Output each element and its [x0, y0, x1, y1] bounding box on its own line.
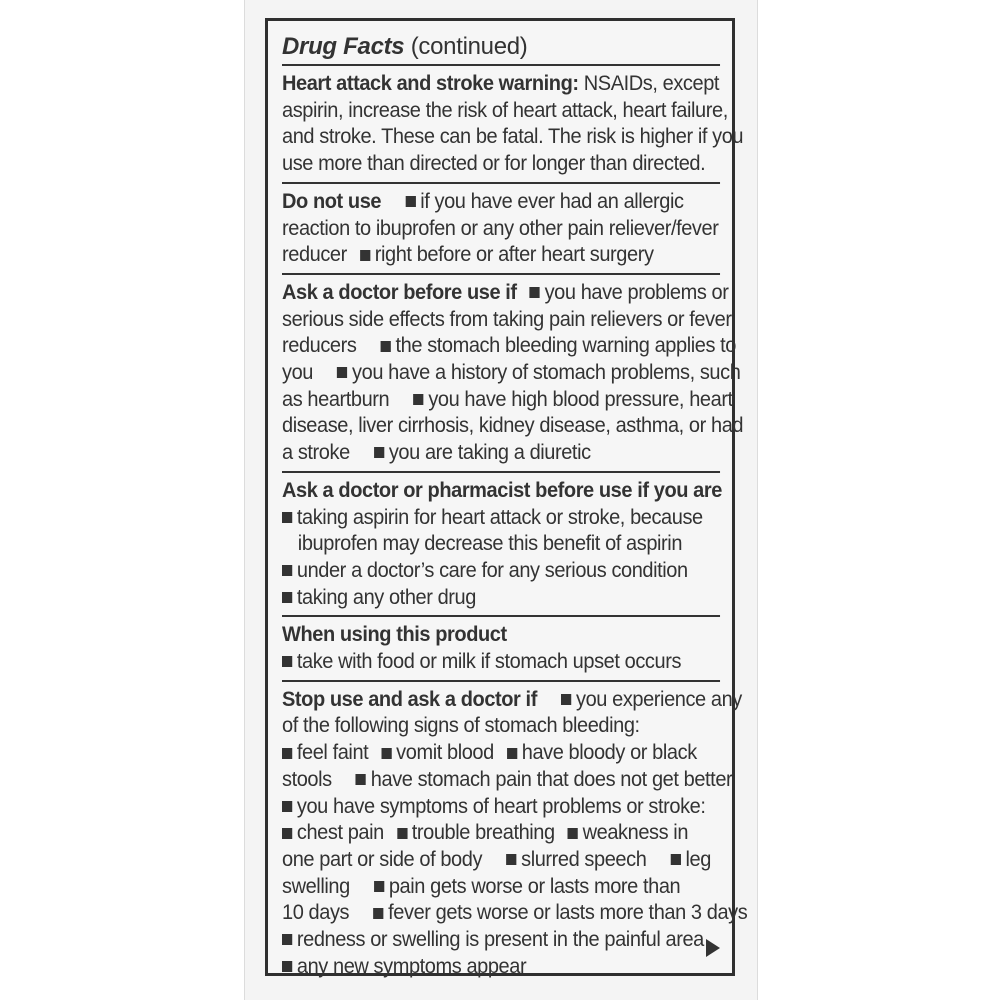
- square-bullet-icon: [282, 748, 292, 759]
- square-bullet-icon: [282, 512, 292, 523]
- square-bullet-icon: [671, 854, 681, 865]
- do-not-use-section: [282, 182, 720, 273]
- section-text: redness or swelling is present in the painful area: [296, 927, 704, 952]
- section-text: a stroke: [282, 440, 350, 465]
- section-text: vomit blood: [396, 740, 494, 765]
- section-heading: Do not use: [282, 188, 382, 213]
- section-text: if you have ever had an allergic: [420, 188, 684, 213]
- stop-use-section: [282, 680, 748, 985]
- section-text: you experience any: [575, 686, 742, 711]
- section-heading: Ask a doctor before use if: [282, 279, 517, 304]
- square-bullet-icon: [530, 287, 540, 298]
- square-bullet-icon: [373, 908, 383, 919]
- square-bullet-icon: [561, 694, 571, 705]
- square-bullet-icon: [282, 801, 292, 812]
- section-text: reaction to ibuprofen or any other pain reliever/fever: [282, 215, 719, 240]
- square-bullet-icon: [381, 341, 391, 352]
- section-text: 10 days: [282, 900, 350, 925]
- section-text: taking any other drug: [296, 584, 476, 609]
- square-bullet-icon: [374, 881, 384, 892]
- ask-doctor-section: [282, 273, 744, 471]
- square-bullet-icon: [413, 394, 423, 405]
- section-text: under a doctor’s care for any serious condition: [296, 557, 688, 582]
- section-text: use more than directed or for longer than directed.: [282, 151, 706, 176]
- square-bullet-icon: [282, 934, 292, 945]
- section-text: fever gets worse or lasts more than 3 days: [388, 900, 748, 925]
- section-text: NSAIDs, except: [578, 71, 720, 95]
- section-heading: Stop use and ask a doctor if: [282, 686, 537, 711]
- square-bullet-icon: [568, 828, 578, 839]
- square-bullet-icon: [282, 592, 292, 603]
- square-bullet-icon: [282, 656, 292, 667]
- square-bullet-icon: [356, 774, 366, 785]
- section-text: have bloody or black: [521, 740, 697, 765]
- section-text: leg: [685, 846, 711, 871]
- square-bullet-icon: [507, 748, 517, 759]
- square-bullet-icon: [397, 828, 407, 839]
- section-text: disease, liver cirrhosis, kidney disease, asthma, or had: [282, 413, 744, 438]
- square-bullet-icon: [405, 196, 415, 207]
- square-bullet-icon: [374, 447, 384, 458]
- section-text: you are taking a diuretic: [388, 440, 591, 465]
- section-text: ibuprofen may decrease this benefit of aspirin: [297, 531, 683, 556]
- square-bullet-icon: [282, 961, 292, 972]
- section-text: serious side effects from taking pain relievers or fever: [282, 306, 732, 331]
- section-text: and stroke. These can be fatal. The risk is higher if you: [282, 124, 744, 149]
- section-text: you have a history of stomach problems, such: [352, 360, 741, 385]
- section-text: pain gets worse or lasts more than: [388, 873, 681, 898]
- section-text: right before or after heart surgery: [374, 242, 654, 267]
- section-text: taking aspirin for heart attack or stroke, because: [296, 504, 703, 529]
- section-text: aspirin, increase the risk of heart attack, heart failure,: [282, 97, 728, 122]
- square-bullet-icon: [506, 854, 516, 865]
- section-text: swelling: [282, 873, 350, 898]
- when-using-section: [282, 615, 720, 679]
- section-text: slurred speech: [521, 846, 647, 871]
- section-heading: Ask a doctor or pharmacist before use if you are: [282, 477, 722, 502]
- section-text: you have symptoms of heart problems or stroke:: [296, 793, 706, 818]
- section-heading: Heart attack and stroke warning:: [282, 71, 579, 95]
- title-sub: (continued): [404, 33, 528, 60]
- section-text: one part or side of body: [282, 846, 483, 871]
- square-bullet-icon: [282, 828, 292, 839]
- section-text: reducers: [282, 333, 357, 358]
- section-text: you have high blood pressure, heart: [428, 386, 733, 411]
- section-text: chest pain: [296, 820, 384, 845]
- square-bullet-icon: [381, 748, 391, 759]
- section-text: any new symptoms appear: [296, 953, 527, 978]
- section-text: of the following signs of stomach bleeding:: [282, 713, 640, 738]
- drug-facts-title: [282, 32, 720, 64]
- section-text: the stomach bleeding warning applies to: [395, 333, 737, 358]
- heart-attack-stroke-warning-section: [282, 64, 744, 182]
- section-text: as heartburn: [282, 386, 390, 411]
- square-bullet-icon: [282, 565, 292, 576]
- section-text: feel faint: [296, 740, 369, 765]
- section-text: you have problems or: [544, 279, 729, 304]
- drug-facts-panel: [265, 18, 748, 978]
- section-text: weakness in: [582, 820, 689, 845]
- continue-arrow-icon: [706, 939, 720, 957]
- section-text: stools: [282, 766, 332, 791]
- section-text: take with food or milk if stomach upset occurs: [296, 649, 682, 674]
- square-bullet-icon: [360, 250, 370, 261]
- section-text: trouble breathing: [411, 820, 555, 845]
- section-heading: When using this product: [282, 622, 507, 647]
- section-text: you: [282, 360, 313, 385]
- ask-pharmacist-section: [282, 471, 720, 616]
- section-text: reducer: [282, 242, 347, 267]
- section-text: have stomach pain that does not get better: [370, 766, 733, 791]
- title-main: Drug Facts: [282, 33, 405, 60]
- square-bullet-icon: [337, 367, 347, 378]
